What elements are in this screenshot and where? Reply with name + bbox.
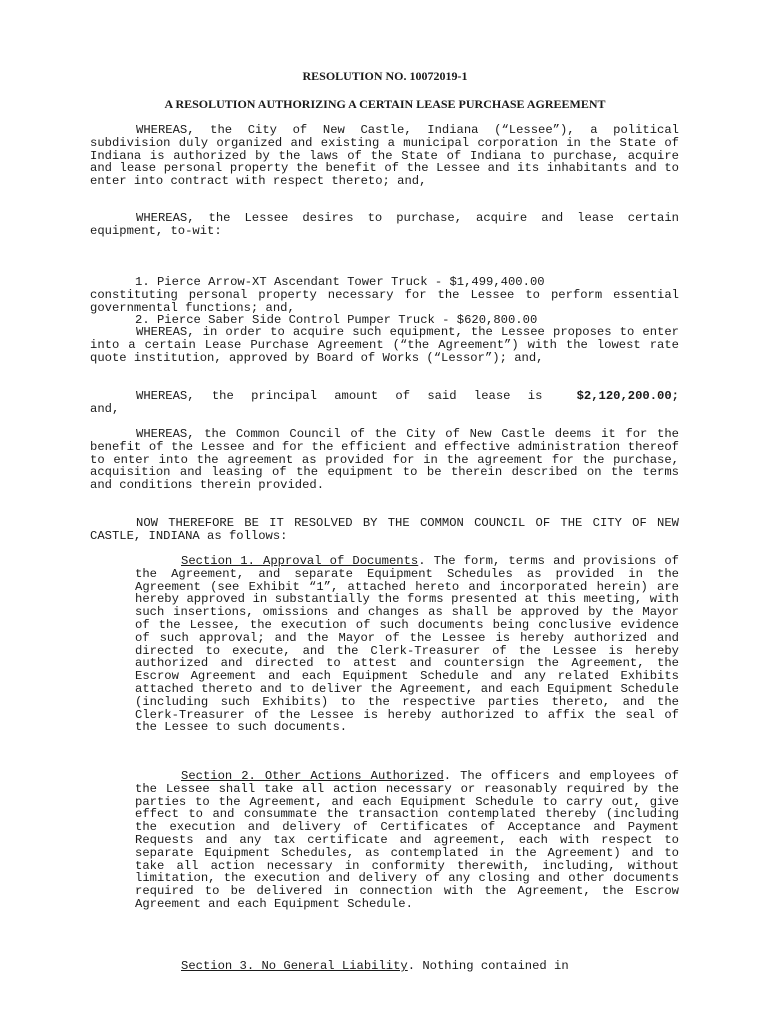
section-1-body: . The form, terms and provisions of the Agreement, and separate Equipment Schedules as provided in the Agreement (see Exhibit “1”, attached hereto and incorporated herein) are hereby approved in substantially the forms presented at this meeting, with such insertions, omissions and changes as shall be approved by the Mayor of the Lessee, the execution of such documents being conclusive evidence of such approval; and the Mayor of the Lessee is hereby authorized and directed to execute, and the Clerk-Treasurer of the Lessee is hereby authorized and directed to attest and countersign the Agreement, the Escrow Agreement and each Equipment Schedule and any related Exhibits attached thereto and to deliver the Agreement, and each Equipment Schedule (including such Exhibits) to the respective parties thereto, and the Clerk-Treasurer of the Lessee is hereby authorized to affix the seal of the Lessee to such documents. (135, 554, 679, 735)
section-2-heading: Section 2. Other Actions Authorized (181, 769, 444, 783)
section-1 (135, 555, 679, 734)
section-2 (135, 770, 679, 911)
resolution-number: RESOLUTION NO. 10072019-1 (302, 69, 468, 83)
whereas-paragraph-1: WHEREAS, the City of New Castle, Indiana (“Lessee”), a political subdivision duly organized and existing a municipal corporation in the State of Indiana is authorized by the laws of the State of Indiana to purchase, acquire and lease personal property the benefit of the Lessee and its inhabitants and to enter into contract with respect thereto; and, (90, 123, 679, 189)
whereas-paragraph-2: WHEREAS, the Lessee desires to purchase, acquire and lease certain equipment, to-wit: (90, 211, 679, 238)
section-3-heading: Section 3. No General Liability (181, 959, 408, 973)
section-2-body: . The officers and employees of the Lessee shall take all action necessary or reasonably required by the parties to the Agreement, and each Equipment Schedule to carry out, give effect to and consummate the transaction contemplated thereby (including the execution and delivery of Certificates of Acceptance and Payment Requests and any tax certificate and agreement, each with respect to separate Equipment Schedules, as contemplated in the Agreement) and to take all action necessary in conformity therewith, including, without limitation, the execution and delivery of any closing and other documents required to be delivered in connection with the Agreement, the Escrow Agreement and each Equipment Schedule. (135, 769, 679, 911)
whereas-4-tail: and, (90, 401, 120, 416)
principal-amount: $2,120,200.00; (576, 389, 679, 403)
section-1-heading: Section 1. Approval of Documents (181, 554, 419, 568)
whereas-paragraph-5: WHEREAS, the Common Council of the City of New Castle deems it for the benefit of the Lessee and for the efficient and effective administration thereof to enter into the agreement as provided for in the agreement for the purchase, acquisition and leasing of the equipment to be therein described on the terms and conditions therein provided. (90, 427, 679, 493)
resolution-title: A RESOLUTION AUTHORIZING A CERTAIN LEASE PURCHASE AGREEMENT (164, 97, 606, 111)
constituting-paragraph: constituting personal property necessary for the Lessee to perform essential governmental functions; and, (90, 288, 679, 315)
section-3 (135, 960, 679, 973)
equipment-item-1: 1. Pierce Arrow-XT Ascendant Tower Truck - $1,499,400.00 (135, 274, 545, 289)
whereas-4-text: WHEREAS, the principal amount of said lease is (136, 389, 543, 403)
now-therefore-paragraph: NOW THEREFORE BE IT RESOLVED BY THE COMMON COUNCIL OF THE CITY OF NEW CASTLE, INDIANA as follows: (90, 516, 679, 543)
section-3-body: . Nothing contained in (407, 959, 569, 973)
equipment-item-2: 2. Pierce Saber Side Control Pumper Truck - $620,800.00 (135, 312, 538, 327)
whereas-paragraph-4 (90, 390, 679, 416)
whereas-paragraph-3: WHEREAS, in order to acquire such equipment, the Lessee proposes to enter into a certain Lease Purchase Agreement (“the Agreement”) with the lowest rate quote institution, approved by Board of Works (“Lessor”); and, (90, 325, 679, 365)
